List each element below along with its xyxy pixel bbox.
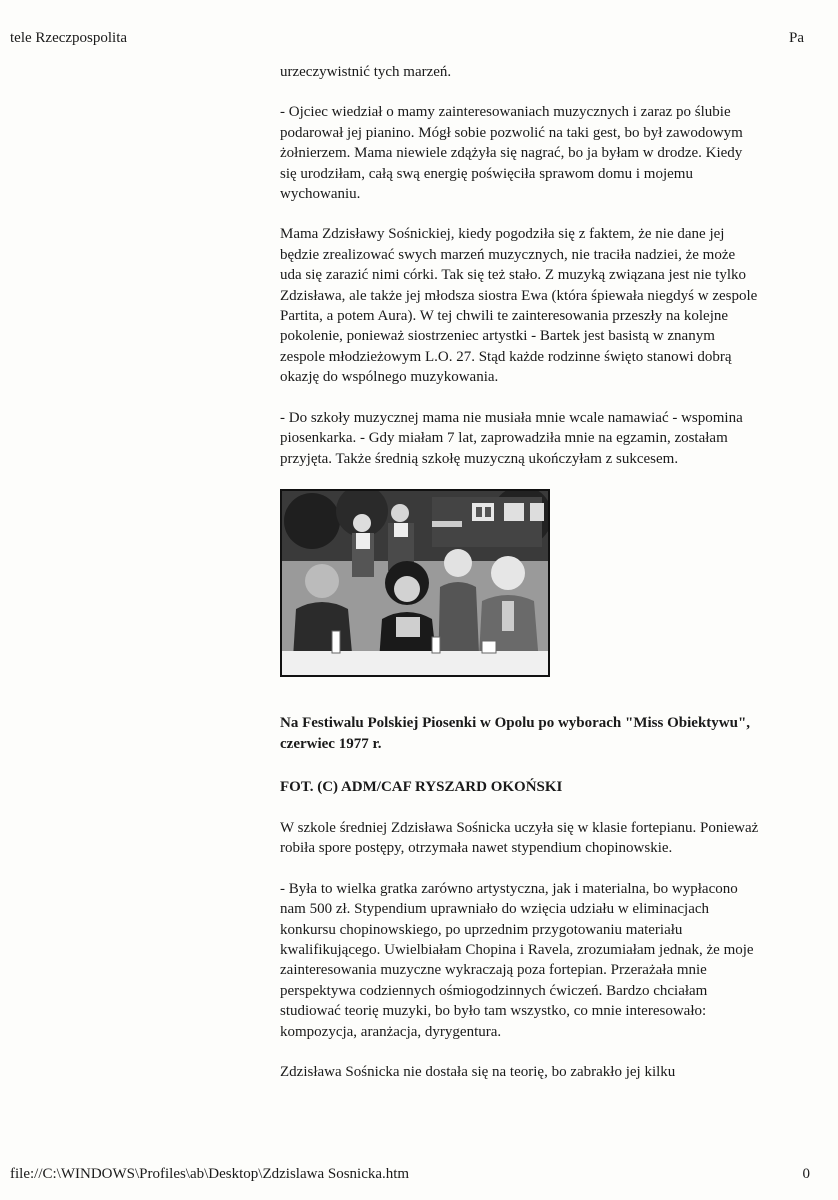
footer-file-path: file://C:\WINDOWS\Profiles\ab\Desktop\Zdzislawa Sosnicka.htm — [10, 1166, 410, 1182]
photo-illustration — [282, 491, 548, 675]
paragraph: Mama Zdzisławy Sośnickiej, kiedy pogodziła się z faktem, że nie dane jej będzie zrealizować swych marzeń muzycznych, nie traciła nadziei, że może uda się zarazić nimi córki. Tak się też stało. Z muzyką związana jest nie tylko Zdzisława, ale także jej młodsza siostra Ewa (która śpiewała niegdyś w zespole Partita, a potem Aura). W tej chwili te zainteresowania przeszły na kolejne pokolenie, ponieważ siostrzeniec artystki - Bartek jest basistą w znanym zespole młodzieżowym L.O. 27. Stąd każde rodzinne święto stanowi dobrą okazję do wspólnego muzykowania. — [280, 226, 758, 386]
paragraph: W szkole średniej Zdzisława Sośnicka uczyła się w klasie fortepianu. Ponieważ robiła spore postępy, otrzymała nawet stypendium chopinowskie. — [280, 819, 759, 857]
article-body — [280, 62, 760, 1102]
paragraph: - Była to wielka gratka zarówno artystyczna, jak i materialna, bo wypłacono nam 500 zł. Stypendium uprawniało do wzięcia udziału w eliminacjach konkursu chopinowskiego, po uprzednim przygotowaniu materiału kwalifikującego. Uwielbiałam Chopina i Ravela, zrozumiałam jednak, że moje zainteresowania muzyczne wykraczają poza fortepian. Przerażała mnie perspektywa codziennych ośmiogodzinnych ćwiczeń. Bardzo chciałam studiować teorię muzyki, bo było tam wszystko, co mnie interesowało: kompozycja, aranżacja, dyrygentura. — [280, 880, 754, 1040]
paragraph: urzeczywistnić tych marzeń. — [280, 64, 452, 80]
festival-photo — [280, 489, 550, 677]
paragraph: Zdzisława Sośnicka nie dostała się na teorię, bo zabrakło jej kilku — [280, 1063, 676, 1080]
photo-credit: FOT. (C) ADM/CAF RYSZARD OKOŃSKI — [280, 778, 563, 795]
header-page-label: Pa — [789, 30, 804, 46]
paragraph: - Ojciec wiedział o mamy zainteresowaniach muzycznych i zaraz po ślubie podarował jej pianino. Mógł sobie pozwolić na taki gest, bo był zawodowym żołnierzem. Mama niewiele zdążyła się nagrać, bo ja byłam w drodze. Kiedy się urodziłam, całą swą energię poświęciła sprawom domu i mojemu wychowaniu. — [280, 104, 743, 203]
header-source: tele Rzeczpospolita — [10, 30, 128, 46]
paragraph: - Do szkoły muzycznej mama nie musiała mnie wcale namawiać - wspomina piosenkarka. - Gdy miałam 7 lat, zaprowadziła mnie na egzamin, zostałam przyjęta. Także średnią szkołę muzyczną ukończyłam z sukcesem. — [280, 409, 743, 467]
photo-caption: Na Festiwalu Polskiej Piosenki w Opolu po wyborach "Miss Obiektywu", czerwiec 1977 r. — [280, 714, 751, 752]
footer-page-number: 0 — [802, 1166, 810, 1182]
